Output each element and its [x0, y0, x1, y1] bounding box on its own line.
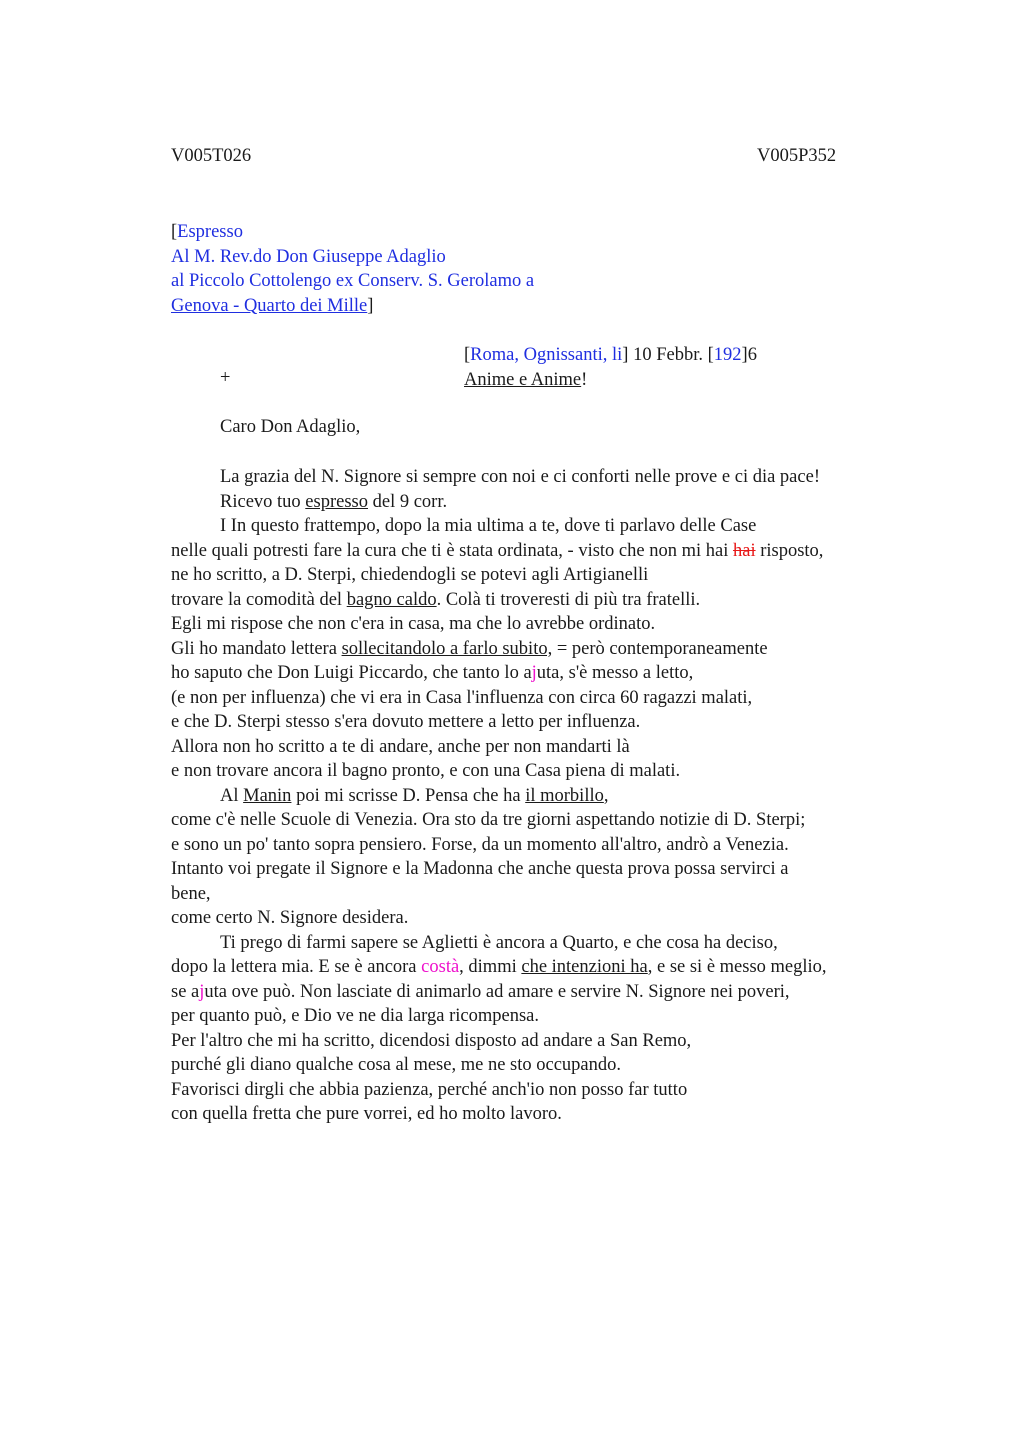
body-line: trovare la comodità del bagno caldo. Colà ti troveresti di più tra fratelli.	[171, 589, 701, 610]
body-line: come c'è nelle Scuole di Venezia. Ora sto da tre giorni aspettando notizie di D. Sterpi;	[171, 810, 806, 830]
address-line: Genova - Quarto dei Mille	[171, 295, 368, 316]
motto: Anime e Anime	[464, 369, 582, 390]
body-line: Ti prego di farmi sapere se Aglietti è ancora a Quarto, e che cosa ha deciso,	[220, 932, 778, 953]
body-line: Gli ho mandato lettera sollecitandolo a farlo subito, = però contemporaneamente	[171, 638, 768, 659]
date-text: 10 Febbr.	[628, 345, 708, 365]
body-line: e sono un po' tanto sopra pensiero. Forse, da un momento all'altro, andrò a Venezia.	[171, 834, 789, 855]
variant-letter: j	[531, 663, 537, 683]
body-line: dopo la lettera mia. E se è ancora costà, dimmi che intenzioni ha, e se si è messo meglio,	[171, 957, 827, 977]
body-line: Intanto voi pregate il Signore e la Madonna che anche questa prova possa servirci a	[171, 859, 789, 879]
body-line: ne ho scritto, a D. Sterpi, chiedendogli se potevi agli Artigianelli	[171, 565, 649, 585]
body-line: ho saputo che Don Luigi Piccardo, che tanto lo ajuta, s'è messo a letto,	[171, 663, 694, 683]
bracket: ]	[622, 345, 629, 365]
bracket: [	[464, 345, 471, 365]
body-line: Per l'altro che mi ha scritto, dicendosi disposto ad andare a San Remo,	[171, 1030, 692, 1051]
body-line: e non trovare ancora il bagno pronto, e con una Casa piena di malati.	[171, 761, 681, 781]
body-line: per quanto può, e Dio ve ne dia larga ricompensa.	[171, 1006, 539, 1026]
body-line: e che D. Sterpi stesso s'era dovuto mettere a letto per influenza.	[171, 712, 641, 732]
body-line: Egli mi rispose che non c'era in casa, ma che lo avrebbe ordinato.	[171, 614, 656, 634]
page-code-right: V005P352	[757, 146, 837, 166]
body-line: bene,	[171, 883, 211, 904]
salutation: Caro Don Adaglio,	[220, 417, 361, 437]
body-line: Al Manin poi mi scrisse D. Pensa che ha il morbillo,	[220, 785, 609, 806]
body-line: Favorisci dirgli che abbia pazienza, perché anch'io non posso far tutto	[171, 1079, 688, 1100]
body-line: Ricevo tuo espresso del 9 corr.	[220, 491, 448, 512]
motto-end: !	[581, 369, 588, 390]
address-line: al Piccolo Cottolengo ex Conserv. S. Gerolamo a	[171, 271, 535, 292]
body-line: se ajuta ove può. Non lasciate di animarlo ad amare e servire N. Signore nei poveri,	[171, 981, 790, 1002]
bracket: ]	[741, 345, 748, 365]
body-line: (e non per influenza) che vi era in Casa l'influenza con circa 60 ragazzi malati,	[171, 687, 753, 708]
dateline-block	[464, 343, 757, 392]
body-line: I In questo frattempo, dopo la mia ultima a te, dove ti parlavo delle Case	[220, 516, 757, 536]
variant-word: costà	[421, 957, 460, 977]
bracket: [	[707, 345, 714, 365]
date-year-end: 6	[747, 345, 757, 365]
body-line: La grazia del N. Signore si sempre con noi e ci conforti nelle prove e ci dia pace!	[220, 467, 820, 487]
date-year-part: 192	[713, 345, 742, 365]
address-line: Espresso	[177, 222, 243, 242]
letter-body	[171, 465, 911, 1127]
body-line: Allora non ho scritto a te di andare, anche per non mandarti là	[171, 736, 630, 757]
variant-letter: j	[199, 981, 205, 1002]
body-line: con quella fretta che pure vorrei, ed ho molto lavoro.	[171, 1104, 562, 1124]
address-block	[171, 220, 534, 318]
bracket: ]	[367, 295, 374, 316]
body-line: nelle quali potresti fare la cura che ti è stata ordinata, - visto che non mi hai hai risposto,	[171, 540, 824, 561]
cross-symbol: +	[220, 368, 231, 388]
date-place: Roma, Ognissanti, li	[470, 345, 623, 365]
deleted-word: hai	[732, 540, 756, 561]
body-line: purché gli diano qualche cosa al mese, me ne sto occupando.	[171, 1055, 622, 1075]
body-line: come certo N. Signore desidera.	[171, 908, 409, 928]
bracket: [	[171, 222, 178, 242]
document-code-left: V005T026	[171, 146, 252, 166]
address-line: Al M. Rev.do Don Giuseppe Adaglio	[171, 246, 446, 267]
